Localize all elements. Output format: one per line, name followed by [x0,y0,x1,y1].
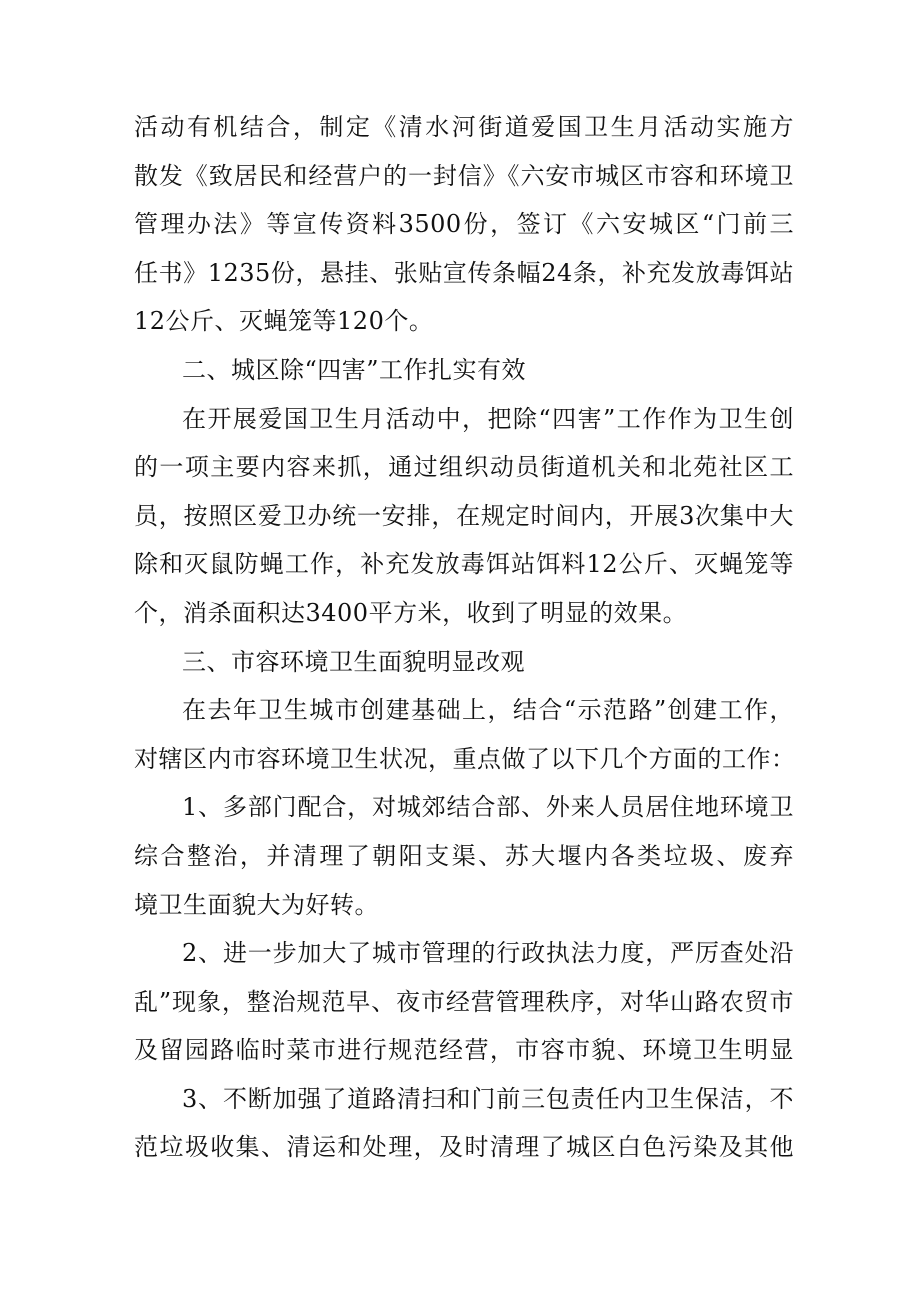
text-line: 及留园路临时菜市进行规范经营，市容市貌、环境卫生明显 [134,1036,794,1065]
text-line: 散发《致居民和经营户的一封信》《六安市城区市容和环境卫 [134,161,794,190]
text-line: 对辖区内市容环境卫生状况，重点做了以下几个方面的工作： [134,744,796,773]
text-line: 除和灭鼠防蝇工作，补充发放毒饵站饵料12公斤、灭蝇笼等 [134,550,794,579]
text-line: 管理办法》等宣传资料3500份，签订《六安城区“门前三 [134,210,794,239]
body-text [134,103,794,1172]
section-heading: 二、城区除“四害”工作扎实有效 [182,355,527,384]
list-item-line: 3、不断加强了道路清扫和门前三包责任内卫生保洁，不 [182,1084,794,1113]
text-line: 活动有机结合，制定《清水河街道爱国卫生月活动实施方 [134,113,794,141]
text-line: 境卫生面貌大为好转。 [134,890,379,919]
text-line: 的一项主要内容来抓，通过组织动员街道机关和北苑社区工 [134,453,794,482]
text-line: 任书》1235份，悬挂、张贴宣传条幅24条，补充发放毒饵站 [134,258,794,287]
text-line: 范垃圾收集、清运和处理，及时清理了城区白色污染及其他 [134,1133,794,1162]
list-item-line: 2、进一步加大了城市管理的行政执法力度，严厉查处沿 [182,939,794,968]
list-item-line: 1、多部门配合，对城郊结合部、外来人员居住地环境卫 [182,793,794,822]
text-line: 员，按照区爱卫办统一安排，在规定时间内，开展3次集中大 [134,501,794,530]
text-line: 在开展爱国卫生月活动中，把除“四害”工作作为卫生创 [182,404,794,433]
text-line: 12公斤、灭蝇笼等120个。 [134,307,434,336]
text-line: 个，消杀面积达3400平方米，收到了明显的效果。 [134,598,688,627]
section-heading: 三、市容环境卫生面貌明显改观 [182,647,525,676]
text-line: 综合整治，并清理了朝阳支渠、苏大堰内各类垃圾、废弃 [134,841,794,870]
text-line: 乱”现象，整治规范早、夜市经营管理秩序，对华山路农贸市 [134,987,794,1016]
text-line: 在去年卫生城市创建基础上，结合“示范路”创建工作， [182,696,794,725]
